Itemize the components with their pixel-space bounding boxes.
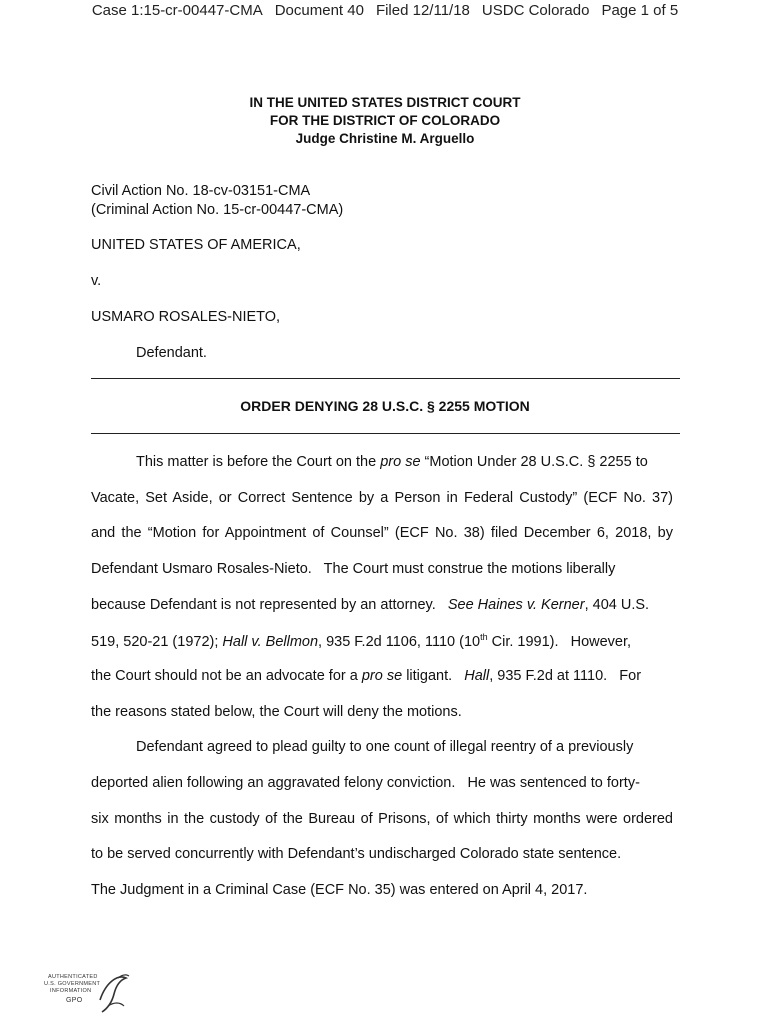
document-number: Document 40 [274,2,364,19]
seal-text: AUTHENTICATED [48,974,98,980]
body-line: deported alien following an aggravated felony conviction. He was sentenced to forty- [91,775,640,791]
seal-text: U.S. GOVERNMENT [44,981,101,987]
body-line: the Court should not be an advocate for a pro se litigant. Hall, 935 F.2d at 1110. For [91,668,642,684]
gpo-authentication-seal [44,972,134,1018]
body-line: Defendant Usmaro Rosales-Nieto. The Court must construe the motions liberally [91,561,616,577]
order-title: ORDER DENYING 28 U.S.C. § 2255 MOTION [240,398,530,414]
court-title-line2: FOR THE DISTRICT OF COLORADO [269,113,501,128]
plaintiff-name: UNITED STATES OF AMERICA, [91,237,301,253]
body-line: because Defendant is not represented by an attorney. See Haines v. Kerner, 404 U.S. [91,597,650,613]
body-line: The Judgment in a Criminal Case (ECF No. 35) was entered on April 4, 2017. [91,882,588,898]
versus: v. [91,273,102,289]
filed-date: Filed 12/11/18 [375,2,470,19]
body-line: Defendant agreed to plead guilty to one count of illegal reentry of a previously [136,739,634,755]
seal-text: INFORMATION [50,988,92,994]
seal-text: GPO [66,997,83,1004]
criminal-action-number: (Criminal Action No. 15-cr-00447-CMA) [91,202,344,218]
defendant-name: USMARO ROSALES-NIETO, [91,309,281,325]
case-number: Case 1:15-cr-00447-CMA [91,2,263,19]
eagle-icon [96,972,130,1016]
body-line: This matter is before the Court on the pro se “Motion Under 28 U.S.C. § 2255 to [136,454,648,470]
page-indicator: Page 1 of 5 [601,2,679,19]
divider-top [91,378,680,379]
court-name: USDC Colorado [481,2,590,19]
body-line: the reasons stated below, the Court will deny the motions. [91,704,462,720]
body-line: six months in the custody of the Bureau of Prisons, of which thirty months were ordered [91,811,673,827]
body-line: Vacate, Set Aside, or Correct Sentence by a Person in Federal Custody” (ECF No. 37) [91,490,673,506]
ecf-header [0,2,770,19]
judge-name: Judge Christine M. Arguello [295,131,475,146]
divider-bottom [91,433,680,434]
civil-action-number: Civil Action No. 18-cv-03151-CMA [91,183,311,199]
body-line: 519, 520-21 (1972); Hall v. Bellmon, 935 F.2d 1106, 1110 (10th Cir. 1991). However, [91,632,632,650]
defendant-role: Defendant. [136,345,207,361]
body-line: and the “Motion for Appointment of Counsel” (ECF No. 38) filed December 6, 2018, by [91,525,673,541]
court-title-line1: IN THE UNITED STATES DISTRICT COURT [249,95,521,110]
body-line: to be served concurrently with Defendant’s undischarged Colorado state sentence. [91,846,622,862]
